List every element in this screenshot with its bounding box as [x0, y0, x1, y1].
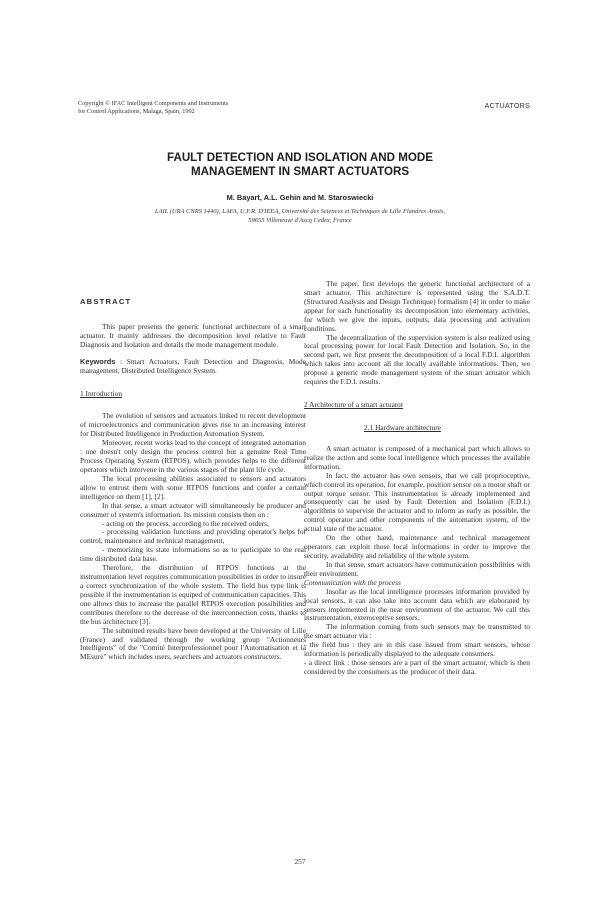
paragraph: The evolution of sensors and actuators linked to recent development of microelectronics and communication gives rise to an increasing interest for Distributed Intelligence in Production Automation System. — [80, 411, 306, 439]
section-2-heading: 2 Architecture of a smart actuator — [304, 400, 404, 410]
page-number: 257 — [294, 857, 306, 866]
section-2-1-heading: 2.1 Hardware architecture — [364, 422, 441, 432]
list-item: - acting on the process, according to the received orders, — [102, 518, 269, 528]
paragraph: In that sense, smart actuators have communication possibilities with their environment. — [304, 559, 530, 578]
paragraph: A smart actuator is composed of a mechanical part which allows to realize the action and some local intelligence which processes the available information. — [304, 443, 530, 471]
paragraph: The local processing abilities associated to sensors and actuators allow to entrust them with some RTPOS functions and confer a certain intelligence on them [1], [2]. — [80, 473, 306, 501]
list-item: - a direct link : those sensors are a part of the smart actuator, which is then considered by the consumers as the producer of their data. — [304, 658, 530, 676]
communication-heading: Communication with the process — [304, 577, 401, 587]
copyright-line-2: for Control Applications, Malaga, Spain, 1992 — [78, 107, 195, 115]
affiliation — [110, 208, 490, 225]
affiliation-line-1: LAIL (URA CNRS 1440), LAFA, U.F.R. D'IEEA, Université des Sciences et Techniques de Lille Flandres Artois, — [154, 208, 446, 215]
keywords-label: Keywords — [80, 356, 116, 366]
paragraph: In fact, the actuator has own sensors, that we call proprioceptive, which control its operation, for example, position sensor on a motor shaft or output torque sensor. This instrumentation is already implemented and consequently can be used by Fault Detection and Isolation (F.D.I.) algorithms to supervise the actuator and to inform as early as possible, the control operator and other components of the automation system, of the actual state of the actuator. — [304, 470, 530, 534]
paragraph: On the other hand, maintenance and technical management operators can exploit those local informations in order to improve the security, availability and reliability of the whole system. — [304, 533, 530, 560]
paragraph: In that sense, a smart actuator will simultaneously be producer and consumer of system's information. Its mission consists then on : — [80, 500, 306, 519]
list-item: - processing validation functions and providing operator's helps for control, maintenance and technical management, — [80, 527, 306, 546]
list-item: - memorizing its state informations so as to participate to the real time distributed data base. — [80, 545, 306, 564]
intro-heading: 1 Introduction — [80, 388, 123, 398]
list-item: - the field bus : they are in this case issued from smart sensors, whose information is periodically displayed to the adequate consumers. — [304, 640, 530, 659]
keywords-text: : Smart Actuators, Fault Detection and Diagnosis, Mode management, Distributed Intelligence System. — [80, 356, 306, 375]
right-column — [304, 280, 530, 677]
title-line-1: FAULT DETECTION AND ISOLATION AND MODE — [167, 151, 433, 164]
paragraph: The information coming from such sensors may be transmitted to the smart actuator via : — [304, 622, 530, 641]
affiliation-line-2: 59655 Villeneuve d'Ascq Cedex, France — [248, 216, 352, 224]
authors: M. Bayart, A.L. Gehin and M. Staroswiecki — [226, 193, 374, 202]
abstract-heading: ABSTRACT — [80, 297, 132, 306]
keywords — [80, 358, 306, 376]
abstract-text: This paper presents the generic functional architecture of a smart actuator. It mainly addresses the decomposition level relative to Fault Diagnosis and Isolation and details the mode management module. — [80, 321, 306, 349]
copyright-line-1: Copyright © IFAC Intelligent Components and Instruments — [78, 100, 229, 107]
paragraph: The decentralization of the supervision system is also realized using local processing power for local Fault Detection and Isolation. So, in the second part, we first present the decomposition of a local F.D.I. algorithm which takes into account all the locally available informations. Then, we propose a generic mode management system of the smart actuator which requires the F.D.I. results. — [304, 332, 530, 387]
copyright-notice — [78, 100, 378, 115]
paragraph: Therefore, the distribution of RTPOS functions at the instrumentation level requires communication possibilities in order to insure a correct synchronization of the whole system. The field bus type link is possible if the instrumentation is equiped of communication capacities. This one allows thus to increase the parallel RTPOS execution possibilities and contributes therefore to the decrease of the interconnection costs, thanks to the bus architecture [3]. — [80, 563, 306, 626]
paragraph: Insofar as the local intelligence processes information provided by local sensors, it can also take into account data which are elaborated by sensors implemented in the near environment of the actuator. We call this instrumentation, exteroceptive sensors. — [304, 586, 530, 623]
section-tag: ACTUATORS — [484, 101, 530, 110]
paragraph: The submitted results have been developed at the University of Lille (France) and validated through the working group "Actionneurs Intelligents" of the "Comité Interprofessionnel pour l'Automatisation et la MEsure" which includes users, searchers and actuators constructers. — [80, 625, 306, 662]
left-column — [80, 298, 306, 662]
title-line-2: MANAGEMENT IN SMART ACTUATORS — [190, 164, 410, 178]
paper-title — [90, 151, 510, 178]
paragraph: Moreover, recent works lead to the concept of integrated automation : one doesn't only design the process control but a genuine Real Time Process Operating System (RTPOS), which provides helps to the different operators which intervene in the various stages of the plant life cycle. — [80, 438, 306, 474]
paragraph: The paper, first develops the generic functional architecture of a smart actuator. This architecture is represented using the S.A.D.T. (Structured Analysis and Design Technique) formalism [4] in order to make appear for each functionality its decomposition into elementary activities, for which we give the inputs, outputs, data processing and activation conditions. — [304, 279, 530, 333]
